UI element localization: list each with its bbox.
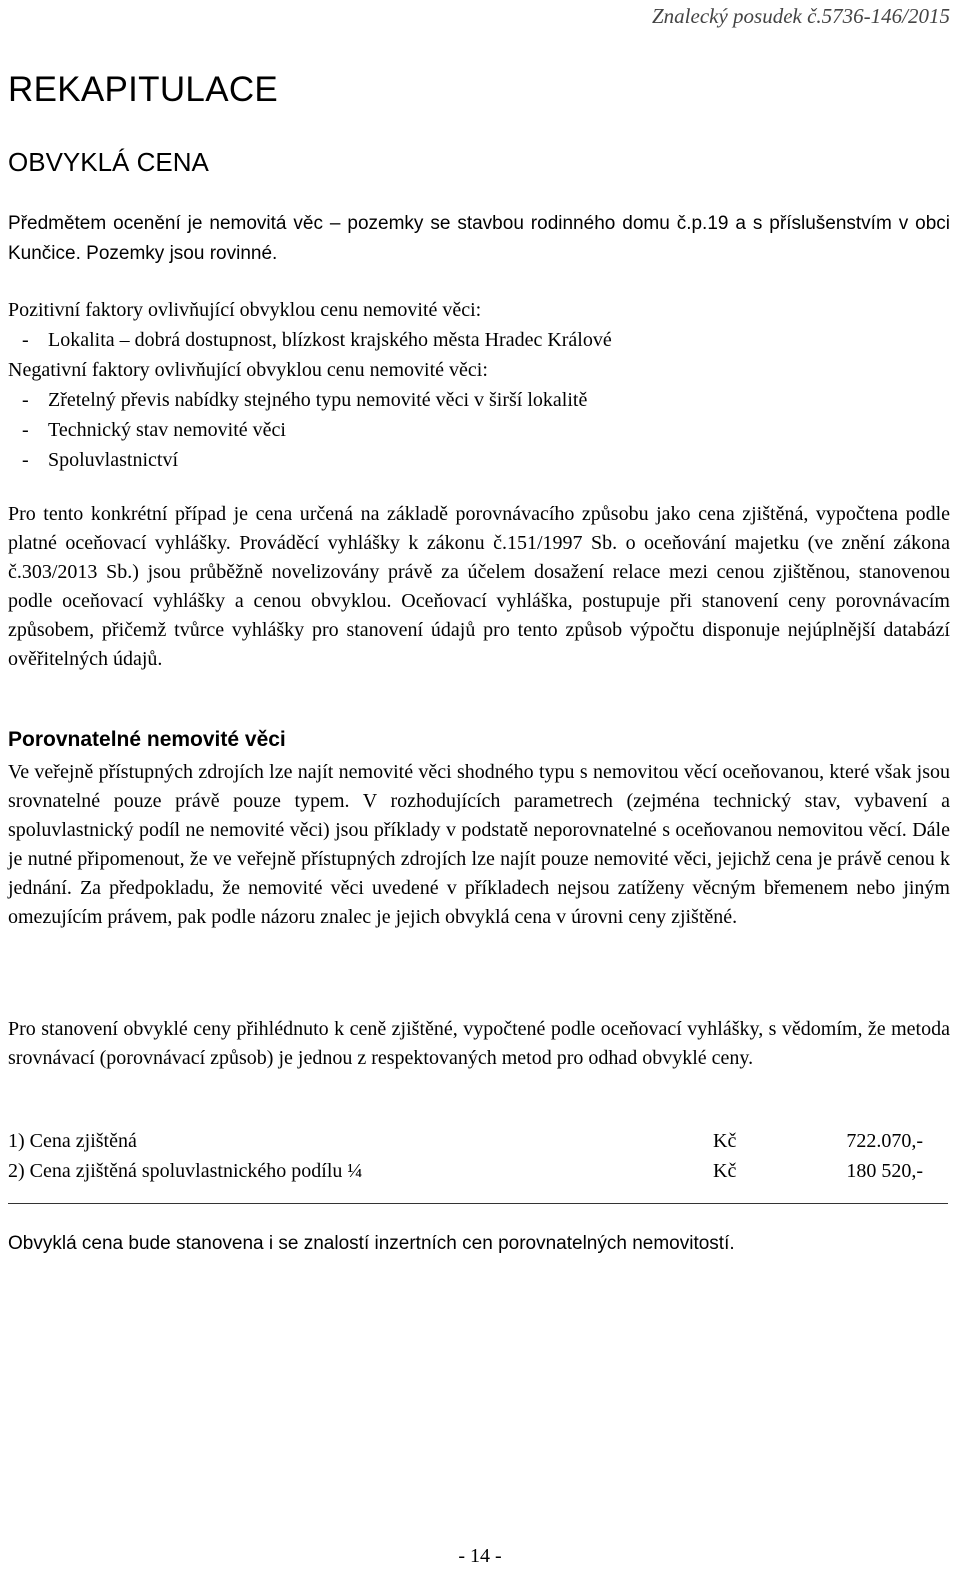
section-heading: OBVYKLÁ CENA: [8, 147, 209, 177]
price-value: 180 520,-: [846, 1160, 923, 1182]
list-item: [8, 415, 950, 445]
positive-factors-heading: Pozitivní faktory ovlivňující obvyklou cenu nemovité věci:: [8, 299, 482, 321]
factors-section: [8, 295, 950, 475]
price-row: [8, 1160, 943, 1188]
price-value: 722.070,-: [846, 1130, 923, 1152]
negative-factors-heading: Negativní faktory ovlivňující obvyklou cenu nemovité věci:: [8, 359, 488, 381]
list-dash: -: [22, 419, 29, 441]
price-label: 1) Cena zjištěná: [8, 1130, 137, 1152]
divider: [8, 1203, 948, 1204]
list-item: [8, 325, 950, 355]
price-currency: Kč: [713, 1160, 737, 1182]
method-paragraph: Pro tento konkrétní případ je cena určená na základě porovnávacího způsobu jako cena zjištěná, vypočtena podle platné oceňovací vyhlášky. Prováděcí vyhlášky k zákonu č.151/1997 Sb. o oceňování majetku (ve znění zákona č.303/2013 Sb.) jsou průběžně novelizovány právě za účelem dosažení relace mezi cenou zjištěnou, stanovenou podle oceňovací vyhlášky a cenou obvyklou. Oceňovací vyhláška, postupuje při stanovení ceny porovnávacím způsobem, přičemž tvůrce vyhlášky pro stanovení údajů pro tento způsob výpočtu disponuje nejúplnější databází ověřitelných údajů.: [8, 503, 950, 670]
list-item-text: Spoluvlastnictví: [48, 449, 178, 471]
final-note: Obvyklá cena bude stanovena i se znalostí inzertních cen porovnatelných nemovitostí.: [8, 1233, 735, 1254]
comparables-paragraph: Ve veřejně přístupných zdrojích lze najít nemovité věci shodného typu s nemovitou věcí oceňovanou, které však jsou srovnatelné pouze právě pouze typem. V rozhodujících parametrech (zejména technický stav, vybavení a spoluvlastnický podíl ne nemovité věci) jsou příklady v podstatě neporovnatelné s oceňovanou nemovitou věcí. Dále je nutné připomenout, že ve veřejně přístupných zdrojích lze najít pouze nemovité věci, jejichž cena je právě cenou k jednání. Za předpokladu, že nemovité věci uvedené v příkladech nejsou zatíženy věcným břemenem nebo jiným omezujícím právem, pak podle názoru znalec je jejich obvyklá cena v úrovni ceny zjištěné.: [8, 761, 950, 928]
report-number: Znalecký posudek č.5736-146/2015: [651, 4, 950, 28]
list-dash: -: [22, 449, 29, 471]
intro-paragraph: Předmětem ocenění je nemovitá věc – pozemky se stavbou rodinného domu č.p.19 a s příslušenstvím v obci Kunčice. Pozemky jsou rovinné.: [8, 213, 950, 264]
list-dash: -: [22, 389, 29, 411]
list-item-text: Technický stav nemovité věci: [48, 419, 286, 441]
price-row: [8, 1130, 943, 1158]
page-title: REKAPITULACE: [8, 70, 279, 109]
list-dash: -: [22, 329, 29, 351]
list-item: [8, 445, 950, 475]
price-label: 2) Cena zjištěná spoluvlastnického podílu ¼: [8, 1160, 363, 1182]
page-number: - 14 -: [458, 1545, 502, 1567]
price-currency: Kč: [713, 1130, 737, 1152]
list-item-text: Zřetelný převis nabídky stejného typu nemovité věci v širší lokalitě: [48, 389, 588, 411]
comparables-heading: Porovnatelné nemovité věci: [8, 728, 286, 751]
list-item-text: Lokalita – dobrá dostupnost, blízkost krajského města Hradec Králové: [48, 329, 612, 351]
list-item: [8, 385, 950, 415]
conclusion-paragraph: Pro stanovení obvyklé ceny přihlédnuto k ceně zjištěné, vypočtené podle oceňovací vyhlášky, s vědomím, že metoda srovnávací (porovnávací způsob) je jednou z respektovaných metod pro odhad obvyklé ceny.: [8, 1018, 950, 1069]
